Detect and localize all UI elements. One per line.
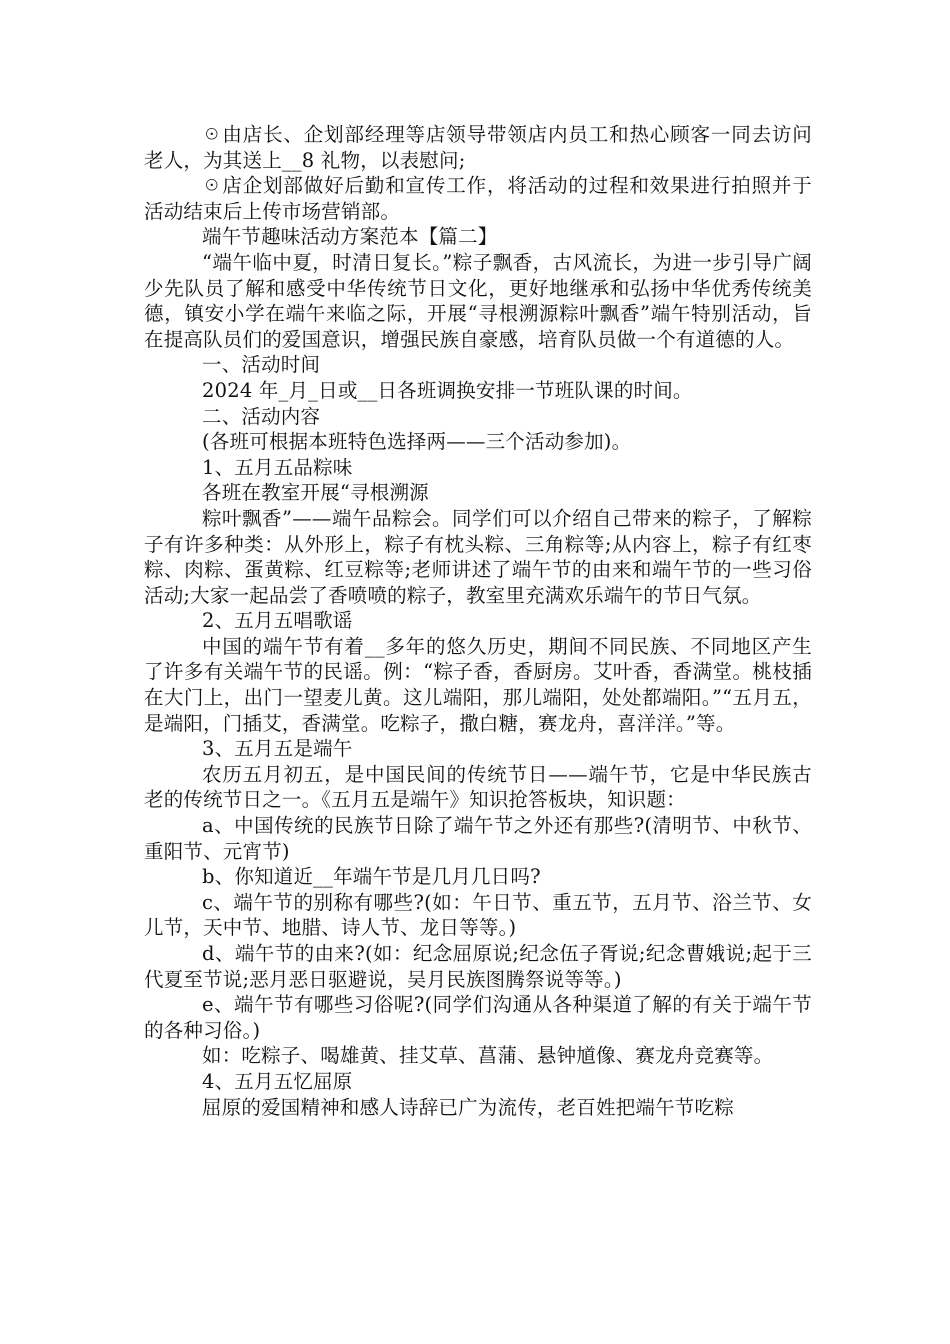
paragraph-intro: “端午临中夏，时清日复长。”粽子飘香，古风流长，为进一步引导广阔少先队员了解和感受中华传统节日文化，更好地继承和弘扬中华优秀传统美德，镇安小学在端午来临之际，开展“寻根溯源粽叶飘香”端午特别活动，旨在提高队员们的爱国意识，增强民族自豪感，培育队员做一个有道德的人。 bbox=[144, 250, 812, 351]
paragraph-item-1-line: 各班在教室开展“寻根溯源 bbox=[202, 481, 429, 505]
document-body bbox=[144, 122, 812, 1120]
heading-activity-content: 二、活动内容 bbox=[202, 404, 321, 428]
paragraph-activity-time: 2024 年_月_日或__日各班调换安排一节班队课的时间。 bbox=[202, 378, 693, 402]
paragraph-item-4-body: 屈原的爱国精神和感人诗辞已广为流传，老百姓把端午节吃粽 bbox=[202, 1095, 734, 1119]
quiz-question-a: a、中国传统的民族节日除了端午节之外还有那些?(清明节、中秋节、重阳节、元宵节) bbox=[144, 814, 812, 863]
heading-item-2: 2、五月五唱歌谣 bbox=[202, 609, 353, 633]
heading-item-4: 4、五月五忆屈原 bbox=[202, 1069, 353, 1093]
paragraph-item-1-body: 粽叶飘香”——端午品粽会。同学们可以介绍自己带来的粽子，了解粽子有许多种类：从外形上，粽子有枕头粽、三角粽等;从内容上，粽子有红枣粽、肉粽、蛋黄粽、红豆粽等;老师讲述了端午节的由来和端午节的一些习俗活动;大家一起品尝了香喷喷的粽子，教室里充满欢乐端午的节日气氛。 bbox=[144, 506, 812, 607]
quiz-question-d: d、端午节的由来?(如：纪念屈原说;纪念伍子胥说;纪念曹娥说;起于三代夏至节说;恶月恶日驱避说，吴月民族图腾祭说等等。) bbox=[144, 942, 812, 991]
section-title: 端午节趣味活动方案范本【篇二】 bbox=[202, 225, 498, 249]
heading-item-3: 3、五月五是端午 bbox=[202, 737, 353, 761]
quiz-question-e: e、端午节有哪些习俗呢?(同学们沟通从各种渠道了解的有关于端午节的各种习俗。) bbox=[144, 993, 812, 1042]
heading-item-1: 1、五月五品粽味 bbox=[202, 455, 353, 479]
paragraph-logistics: ☉店企划部做好后勤和宣传工作，将活动的过程和效果进行拍照并于活动结束后上传市场营销部。 bbox=[144, 174, 812, 223]
paragraph-customs-example: 如：吃粽子、喝雄黄、挂艾草、菖蒲、悬钟馗像、赛龙舟竞赛等。 bbox=[202, 1044, 774, 1068]
heading-activity-time: 一、活动时间 bbox=[202, 353, 321, 377]
quiz-question-b: b、你知道近__年端午节是几月几日吗? bbox=[202, 865, 541, 889]
paragraph-item-3-body: 农历五月初五，是中国民间的传统节日——端午节，它是中华民族古老的传统节日之一。《五月五是端午》知识抢答板块，知识题： bbox=[144, 762, 812, 812]
paragraph-activity-note: (各班可根据本班特色选择两——三个活动参加)。 bbox=[202, 430, 632, 454]
paragraph-item-2-body: 中国的端午节有着__多年的悠久历史，期间不同民族、不同地区产生了许多有关端午节的民谣。例：“粽子香，香厨房。艾叶香，香满堂。桃枝插在大门上，出门一望麦儿黄。这儿端阳，那儿端阳，处处都端阳。”“五月五，是端阳，门插艾，香满堂。吃粽子，撒白糖，赛龙舟，喜洋洋。”等。 bbox=[144, 634, 812, 735]
quiz-question-c: c、端午节的别称有哪些?(如：午日节、重五节，五月节、浴兰节、女儿节，天中节、地腊、诗人节、龙日等等。) bbox=[144, 890, 812, 940]
paragraph-gift-visit: ☉由店长、企划部经理等店领导带领店内员工和热心顾客一同去访问老人，为其送上__8 礼物，以表慰问; bbox=[144, 123, 812, 172]
